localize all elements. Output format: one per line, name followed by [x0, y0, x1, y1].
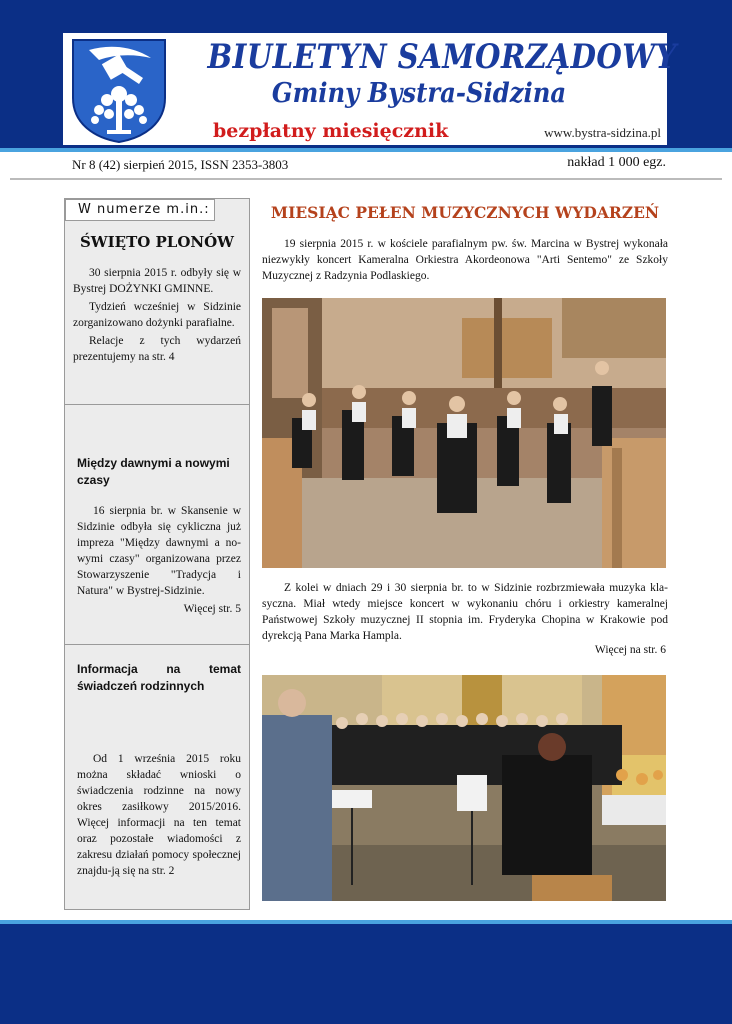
header-accent-line	[0, 148, 732, 152]
publication-tagline: bezpłatny miesięcznik	[213, 120, 449, 142]
sidebar-paragraph: Tydzień wcześniej w Sidzinie zorganizowano dożynki parafialne.	[73, 301, 241, 329]
read-more-link[interactable]: Więcej na str. 6	[594, 644, 666, 656]
sidebar-paragraph: Od 1 września 2015 roku można składać wnioski o świadczenia rodzinne na nowy okres zasiłkowy 2015/2016. Więcej informacji na ten temat oraz pozostałe wiadomości z zakresu działań pomocy społecznej znajdu-ją się na str. 2	[77, 753, 241, 877]
article-paragraph-2	[262, 580, 668, 644]
coat-of-arms-icon	[69, 36, 169, 144]
article-text: 19 sierpnia 2015 r. w kościele parafialnym pw. św. Marcina w Bystrej wykonała niezwykły koncert Kameralna Orkiestra Akordeonowa "Arti Sentemo" ze Szkoły Muzycznej z Radzynia Podlaskiego.	[262, 238, 668, 282]
sidebar-section-old-new-times	[65, 405, 249, 645]
sidebar-section-family-benefits	[65, 645, 249, 909]
sidebar-paragraph: Relacje z tych wydarzeń prezentujemy na str. 4	[73, 335, 241, 363]
article-title: MIESIĄC PEŁEN MUZYCZNYCH WYDARZEŃ	[270, 203, 660, 222]
website-link[interactable]: www.bystra-sidzina.pl	[544, 125, 661, 140]
accordion-orchestra-photo-icon	[262, 298, 666, 568]
sidebar-heading-old-new-times: Między dawnymi a nowymi czasy	[77, 456, 230, 487]
sidebar	[64, 198, 250, 910]
read-more-link[interactable]: Więcej str. 5	[183, 603, 241, 615]
article-paragraph-1	[262, 236, 668, 284]
choir-orchestra-photo-icon	[262, 675, 666, 901]
sidebar-text-family-benefits	[77, 751, 241, 879]
publication-title: BIULETYN SAMORZĄDOWY	[207, 37, 677, 77]
issue-info: Nr 8 (42) sierpień 2015, ISSN 2353-3803	[72, 157, 289, 172]
sidebar-text-harvest	[73, 265, 241, 365]
in-this-issue-label: W numerze m.in.:	[65, 199, 215, 221]
masthead	[62, 32, 677, 146]
footer-band	[0, 924, 732, 1024]
sidebar-text-old-new-times	[77, 503, 241, 599]
article-text: Z kolei w dniach 29 i 30 sierpnia br. to w Sidzinie rozbrzmiewała muzyka kla-syczna. Miał wtedy miejsce koncert w wykonaniu chóru i orkiestry kameralnej Państwowej Szkoły muzycznej II stopnia im. Fryderyka Chopina w Krakowie pod dyrekcją Pana Marka Hampla.	[262, 582, 668, 642]
sidebar-heading-harvest: ŚWIĘTO PLONÓW	[79, 233, 235, 251]
sidebar-heading-family-benefits: Informacja na temat świadczeń rodzinnych	[77, 662, 241, 693]
sidebar-paragraph: 30 sierpnia 2015 r. odbyły się w Bystrej DOŻYNKI GMINNE.	[73, 267, 241, 295]
circulation-info: nakład 1 000 egz.	[567, 155, 666, 170]
sidebar-section-harvest	[65, 199, 249, 405]
publication-subtitle: Gminy Bystra-Sidzina	[271, 78, 567, 109]
issue-divider	[10, 178, 722, 180]
sidebar-paragraph: 16 sierpnia br. w Skansenie w Sidzinie odbyła się cykliczna już impreza "Między dawnymi a no-wymi czasy" organizowana przez Stowarzyszenie "Tradycja i Natura" w Bystrej-Sidzinie.	[77, 505, 241, 597]
